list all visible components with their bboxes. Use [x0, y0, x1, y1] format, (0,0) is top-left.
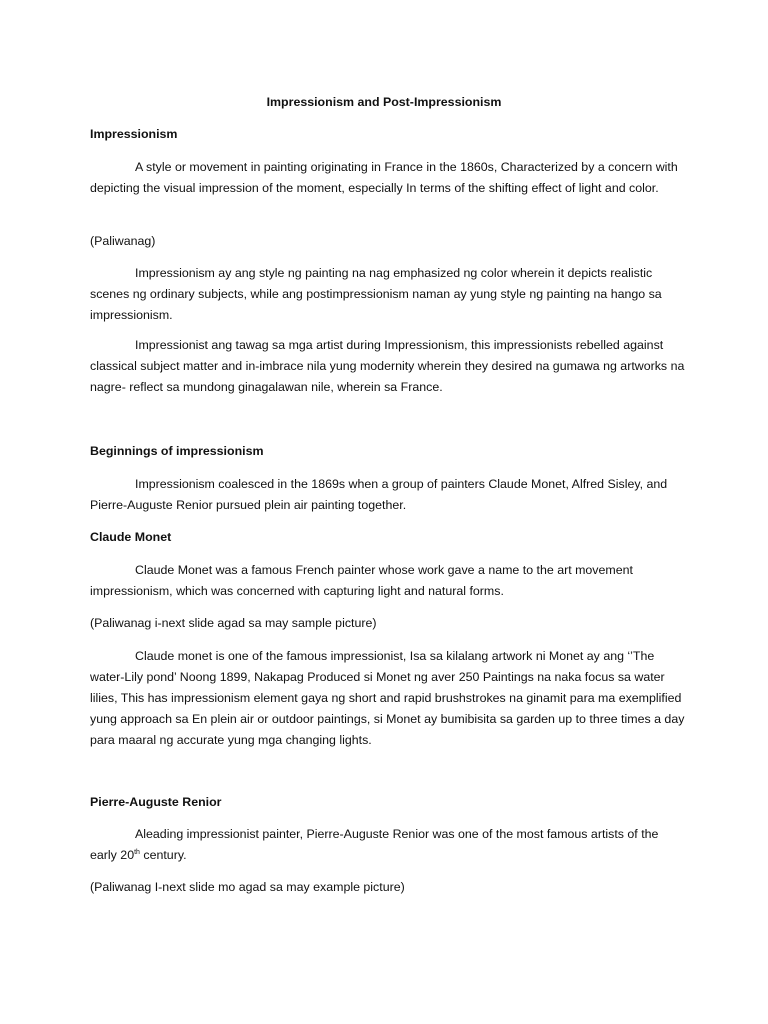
paragraph-impressionism-style: Impressionism ay ang style ng painting na nag emphasized ng color wherein it depicts realistic scenes ng ordinary subjects, while ang postimpressionism naman ay yung style ng painting na hango sa impressionism. [90, 266, 662, 322]
paragraph-paliwanag: (Paliwanag) [90, 234, 156, 248]
paragraph-renior-intro [90, 824, 686, 866]
paragraph-monet-paliwanag: (Paliwanag i-next slide agad sa may sample picture) [90, 616, 377, 630]
paragraph-definition: A style or movement in painting originating in France in the 1860s, Characterized by a concern with depicting the visual impression of the moment, especially In terms of the shifting effect of light and color. [90, 160, 678, 195]
paragraph-monet-intro: Claude Monet was a famous French painter whose work gave a name to the art movement impressionism, which was concerned with capturing light and natural forms. [90, 563, 633, 598]
section-heading-claude-monet: Claude Monet [90, 530, 172, 544]
renior-intro-tail: century. [139, 848, 187, 862]
section-heading-impressionism: Impressionism [90, 127, 178, 141]
renior-intro-text: Aleading impressionist painter, Pierre-Auguste Renior was one of the most famous artists of the early 20 [90, 827, 659, 862]
section-heading-renior: Pierre-Auguste Renior [90, 795, 222, 809]
paragraph-beginnings: Impressionism coalesced in the 1869s when a group of painters Claude Monet, Alfred Sisley, and Pierre-Auguste Renior pursued plein air painting together. [90, 477, 668, 512]
section-heading-beginnings: Beginnings of impressionism [90, 444, 264, 458]
paragraph-monet-water-lily: Claude monet is one of the famous impressionist, Isa sa kilalang artwork ni Monet ay ang ‘’The water-Lily pond’ Noong 1899, Nakapag Produced si Monet ng aver 250 Paintings na naka focus sa water lilies, This has impressionism element gaya ng short and rapid brushstrokes na ginamit para ma exemplified yung approach sa En plein air or outdoor paintings, si Monet ay bumibisita sa garden up to three times a day para maaral ng accurate yung mga changing lights. [90, 649, 685, 747]
ordinal-suffix: th [134, 848, 140, 856]
document-title: Impressionism and Post-Impressionism [266, 95, 502, 109]
paragraph-impressionist-artists: Impressionist ang tawag sa mga artist during Impressionism, this impressionists rebelled against classical subject matter and in-imbrace nila yung modernity wherein they desired na gumawa ng artworks na nagre- reflect sa mundong ginagalawan nile, wherein sa France. [90, 338, 685, 394]
paragraph-renior-paliwanag: (Paliwanag I-next slide mo agad sa may example picture) [90, 880, 405, 894]
